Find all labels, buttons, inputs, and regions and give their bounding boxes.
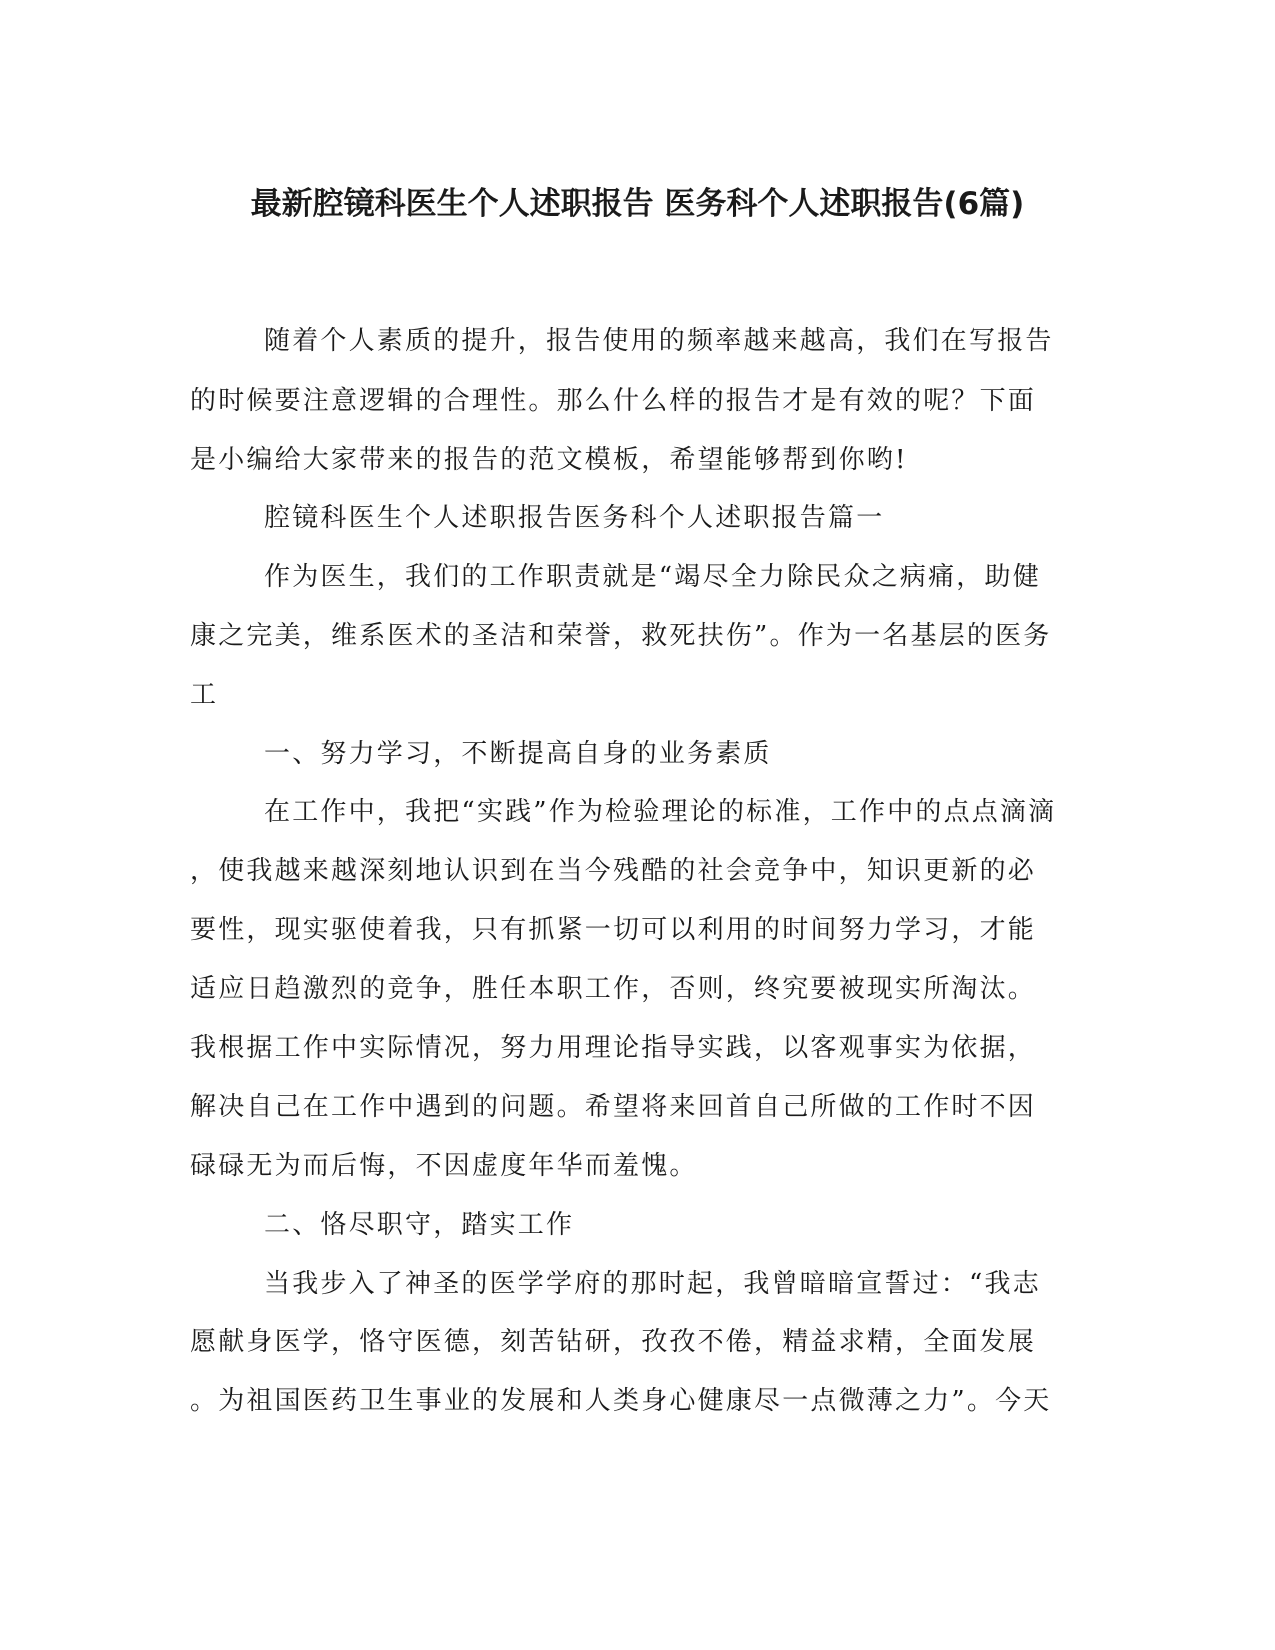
section-heading: 腔镜科医生个人述职报告医务科个人述职报告篇一 xyxy=(264,503,885,533)
paragraph-line: 的时候要注意逻辑的合理性。那么什么样的报告才是有效的呢？下面 xyxy=(190,386,1037,416)
paragraph-line: 康之完美，维系医术的圣洁和荣誉，救死扶伤”。作为一名基层的医务 xyxy=(190,621,1052,651)
paragraph-line: 适应日趋激烈的竞争，胜任本职工作，否则，终究要被现实所淘汰。 xyxy=(190,974,1037,1004)
paragraph-line: 作为医生，我们的工作职责就是“竭尽全力除民众之病痛，助健 xyxy=(264,562,1041,592)
section-heading: 一、努力学习，不断提高自身的业务素质 xyxy=(264,739,772,769)
paragraph-line: ，使我越来越深刻地认识到在当今残酷的社会竞争中，知识更新的必 xyxy=(190,856,1037,886)
section-heading: 二、恪尽职守，踏实工作 xyxy=(264,1210,575,1240)
paragraph-line: 。为祖国医药卫生事业的发展和人类身心健康尽一点微薄之力”。今天 xyxy=(190,1386,1052,1416)
paragraph-line: 要性，现实驱使着我，只有抓紧一切可以利用的时间努力学习，才能 xyxy=(190,915,1037,945)
paragraph-line: 在工作中，我把“实践”作为检验理论的标准，工作中的点点滴滴 xyxy=(264,797,1057,827)
paragraph-line: 随着个人素质的提升，报告使用的频率越来越高，我们在写报告 xyxy=(264,326,1054,356)
paragraph-line: 工 xyxy=(190,680,219,710)
paragraph-line: 解决自己在工作中遇到的问题。希望将来回首自己所做的工作时不因 xyxy=(190,1092,1037,1122)
paragraph-line: 当我步入了神圣的医学学府的那时起，我曾暗暗宣誓过：“我志 xyxy=(264,1269,1041,1299)
document-title: 最新腔镜科医生个人述职报告 医务科个人述职报告(6篇) xyxy=(250,186,1025,222)
paragraph-line: 我根据工作中实际情况，努力用理论指导实践，以客观事实为依据， xyxy=(190,1033,1037,1063)
paragraph-line: 碌碌无为而后悔，不因虚度年华而羞愧。 xyxy=(190,1151,698,1181)
paragraph-line: 是小编给大家带来的报告的范文模板，希望能够帮到你哟! xyxy=(190,445,908,475)
paragraph-line: 愿献身医学，恪守医德，刻苦钻研，孜孜不倦，精益求精，全面发展 xyxy=(190,1327,1037,1357)
